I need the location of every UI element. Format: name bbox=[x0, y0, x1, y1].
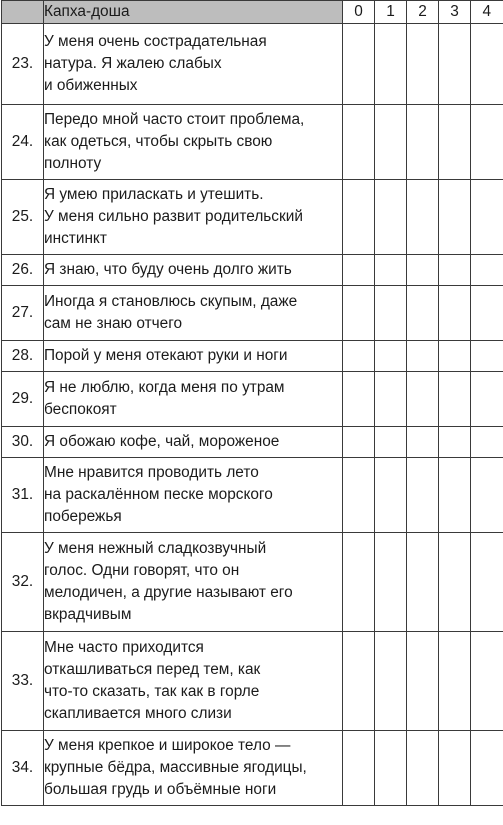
question-number: 29. bbox=[2, 372, 44, 427]
question-text: Передо мной часто стоит проблема, как одеться, чтобы скрыть свою полноту bbox=[44, 111, 305, 172]
score-cell-2[interactable] bbox=[407, 533, 439, 632]
score-cell-1[interactable] bbox=[375, 533, 407, 632]
score-header-4: 4 bbox=[471, 1, 503, 24]
score-cell-1[interactable] bbox=[375, 286, 407, 341]
question-text: У меня нежный сладкозвучный голос. Одни говорят, что он мелодичен, а другие называют его вкрадчивым bbox=[44, 540, 293, 623]
question-number: 24. bbox=[2, 105, 44, 180]
score-cell-2[interactable] bbox=[407, 731, 439, 806]
score-cell-1[interactable] bbox=[375, 731, 407, 806]
question-cell bbox=[44, 286, 343, 341]
score-cell-3[interactable] bbox=[439, 632, 471, 731]
score-cell-4[interactable] bbox=[471, 731, 503, 806]
question-cell bbox=[44, 731, 343, 806]
score-cell-1[interactable] bbox=[375, 427, 407, 458]
question-number: 23. bbox=[2, 24, 44, 105]
score-cell-1[interactable] bbox=[375, 255, 407, 286]
score-cell-2[interactable] bbox=[407, 255, 439, 286]
score-cell-2[interactable] bbox=[407, 427, 439, 458]
score-cell-3[interactable] bbox=[439, 341, 471, 372]
score-cell-4[interactable] bbox=[471, 105, 503, 180]
score-cell-0[interactable] bbox=[343, 632, 375, 731]
score-cell-2[interactable] bbox=[407, 286, 439, 341]
score-cell-3[interactable] bbox=[439, 180, 471, 255]
score-cell-0[interactable] bbox=[343, 105, 375, 180]
question-number: 34. bbox=[2, 731, 44, 806]
question-row bbox=[2, 341, 503, 372]
number-column-header bbox=[2, 1, 44, 24]
question-text: У меня очень сострадательная натура. Я жалею слабых и обиженных bbox=[44, 33, 267, 94]
score-cell-3[interactable] bbox=[439, 255, 471, 286]
score-cell-4[interactable] bbox=[471, 372, 503, 427]
score-cell-3[interactable] bbox=[439, 458, 471, 533]
question-text: Я обожаю кофе, чай, мороженое bbox=[44, 433, 280, 450]
score-cell-0[interactable] bbox=[343, 341, 375, 372]
score-cell-0[interactable] bbox=[343, 255, 375, 286]
score-cell-0[interactable] bbox=[343, 458, 375, 533]
score-cell-4[interactable] bbox=[471, 24, 503, 105]
score-cell-1[interactable] bbox=[375, 632, 407, 731]
score-cell-1[interactable] bbox=[375, 458, 407, 533]
question-row bbox=[2, 731, 503, 806]
question-number: 31. bbox=[2, 458, 44, 533]
question-row bbox=[2, 427, 503, 458]
question-row bbox=[2, 105, 503, 180]
question-text: Порой у меня отекают руки и ноги bbox=[44, 347, 288, 364]
score-cell-0[interactable] bbox=[343, 24, 375, 105]
score-cell-0[interactable] bbox=[343, 286, 375, 341]
section-title: Капха-доша bbox=[44, 1, 343, 24]
score-cell-3[interactable] bbox=[439, 105, 471, 180]
score-cell-3[interactable] bbox=[439, 533, 471, 632]
score-cell-1[interactable] bbox=[375, 180, 407, 255]
question-text: Мне часто приходится откашливаться перед тем, как что-то сказать, так как в горле скапливается много слизи bbox=[44, 639, 261, 722]
score-cell-2[interactable] bbox=[407, 105, 439, 180]
score-cell-4[interactable] bbox=[471, 180, 503, 255]
question-cell bbox=[44, 24, 343, 105]
score-cell-2[interactable] bbox=[407, 341, 439, 372]
question-row bbox=[2, 632, 503, 731]
score-cell-3[interactable] bbox=[439, 731, 471, 806]
question-cell bbox=[44, 341, 343, 372]
score-cell-2[interactable] bbox=[407, 632, 439, 731]
score-cell-3[interactable] bbox=[439, 372, 471, 427]
score-cell-3[interactable] bbox=[439, 427, 471, 458]
question-cell bbox=[44, 458, 343, 533]
score-header-1: 1 bbox=[375, 1, 407, 24]
score-cell-1[interactable] bbox=[375, 24, 407, 105]
score-cell-4[interactable] bbox=[471, 286, 503, 341]
question-row bbox=[2, 255, 503, 286]
score-header-3: 3 bbox=[439, 1, 471, 24]
score-cell-0[interactable] bbox=[343, 731, 375, 806]
kapha-dosha-table bbox=[1, 0, 503, 806]
score-cell-4[interactable] bbox=[471, 341, 503, 372]
score-cell-4[interactable] bbox=[471, 427, 503, 458]
score-cell-1[interactable] bbox=[375, 105, 407, 180]
question-number: 28. bbox=[2, 341, 44, 372]
score-cell-0[interactable] bbox=[343, 372, 375, 427]
score-cell-4[interactable] bbox=[471, 255, 503, 286]
score-cell-4[interactable] bbox=[471, 632, 503, 731]
score-cell-1[interactable] bbox=[375, 372, 407, 427]
question-number: 26. bbox=[2, 255, 44, 286]
table-header-row bbox=[2, 1, 503, 24]
question-cell bbox=[44, 180, 343, 255]
question-cell bbox=[44, 255, 343, 286]
question-text: Мне нравится проводить лето на раскалённом песке морского побережья bbox=[44, 464, 273, 525]
question-text: Иногда я становлюсь скупым, даже сам не знаю отчего bbox=[44, 293, 298, 332]
score-cell-2[interactable] bbox=[407, 458, 439, 533]
question-text: Я знаю, что буду очень долго жить bbox=[44, 261, 292, 278]
question-cell bbox=[44, 105, 343, 180]
question-number: 32. bbox=[2, 533, 44, 632]
score-cell-0[interactable] bbox=[343, 427, 375, 458]
question-cell bbox=[44, 533, 343, 632]
question-row bbox=[2, 458, 503, 533]
score-cell-4[interactable] bbox=[471, 458, 503, 533]
score-cell-2[interactable] bbox=[407, 372, 439, 427]
question-cell bbox=[44, 372, 343, 427]
question-number: 30. bbox=[2, 427, 44, 458]
score-cell-4[interactable] bbox=[471, 533, 503, 632]
question-row bbox=[2, 180, 503, 255]
score-cell-2[interactable] bbox=[407, 180, 439, 255]
question-row bbox=[2, 533, 503, 632]
score-cell-0[interactable] bbox=[343, 180, 375, 255]
question-text: У меня крепкое и широкое тело — крупные бёдра, массивные ягодицы, большая грудь и объёмные ноги bbox=[44, 737, 307, 798]
question-row bbox=[2, 372, 503, 427]
score-cell-1[interactable] bbox=[375, 341, 407, 372]
score-header-2: 2 bbox=[407, 1, 439, 24]
score-cell-0[interactable] bbox=[343, 533, 375, 632]
question-row bbox=[2, 24, 503, 105]
score-cell-2[interactable] bbox=[407, 24, 439, 105]
question-text: Я не люблю, когда меня по утрам беспокоят bbox=[44, 379, 285, 418]
question-number: 33. bbox=[2, 632, 44, 731]
score-cell-3[interactable] bbox=[439, 286, 471, 341]
question-row bbox=[2, 286, 503, 341]
question-text: Я умею приласкать и утешить. У меня сильно развит родительский инстинкт bbox=[44, 186, 303, 247]
question-number: 25. bbox=[2, 180, 44, 255]
question-cell bbox=[44, 632, 343, 731]
question-cell bbox=[44, 427, 343, 458]
question-number: 27. bbox=[2, 286, 44, 341]
score-cell-3[interactable] bbox=[439, 24, 471, 105]
score-header-0: 0 bbox=[343, 1, 375, 24]
